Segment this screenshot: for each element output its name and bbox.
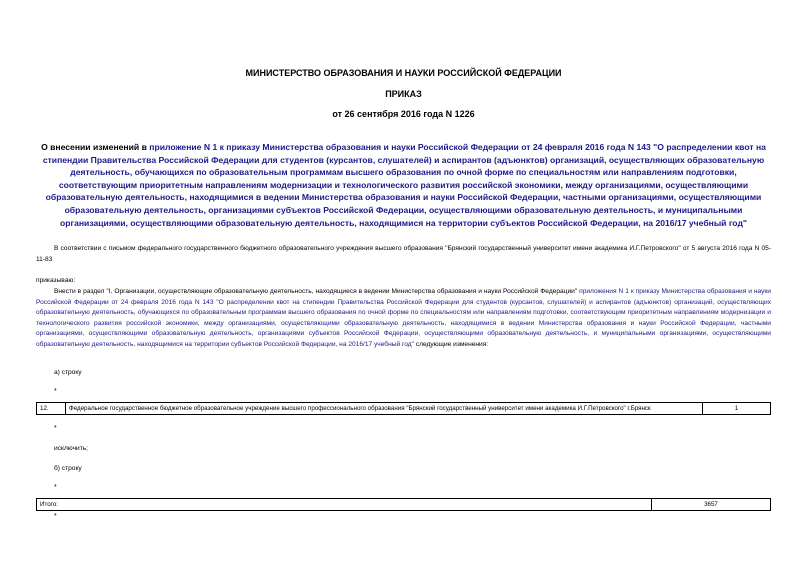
body-paragraph [36,287,771,350]
intro-paragraph: В соответствии с письмом федерального государственного бюджетного образовательного учреждения высшего образования "Брянский государственный университет имени академика И.Г.Петровского" от 5 августа 2016 года N 05-11-83 [36,245,771,263]
item-a: а) строку [54,369,82,376]
table-row-total [36,498,771,511]
title-link[interactable]: приложение N 1 к приказу Министерства образования и науки Российской Федерации от 24 февраля 2016 года N 143 "О распределении квот на стипендии Правительства Российской Федерации для студентов (курсантов, слушателей) и аспирантов (адъюнктов) организаций, осуществляющих образовательную деятельность, обучающихся по образовательным программам высшего образования по очной форме по специальностям или направлениям подготовки, соответствующим приоритетным направлениям модернизации и технологического развития российской экономики, между организациями, осуществляющими образовательную деятельность, находящимися в ведении Министерства образования и науки Российской Федерации, частными организациями, осуществляющими образовательную деятельность, организациями субъектов Российской Федерации, осуществляющими образовательную деятельность, и муниципальными организациями, осуществляющими образовательную деятельность, находящимися на территории субъектов Российской Федерации, на 2016/17 учебный год" [42,142,766,228]
row-organization: Федеральное государственное бюджетное образовательное учреждение высшего профессионального образования "Брянский государственный университет имени академика И.Г.Петровского" г.Брянск [66,403,703,415]
body-link[interactable]: приложения N 1 к приказу Министерства образования и науки Российской Федерации от 24 февраля 2016 года N 143 "О распределении квот на стипендии Правительства Российской Федерации для студентов (курсантов, слушателей) и аспирантов (адъюнктов) организаций, осуществляющих образовательную деятельность, обучающихся по образовательным программам высшего образования по очной форме по специальностям или направлениям подготовки, соответствующим приоритетным направлениям модернизации и технологического развития российской экономики, между организациями, осуществляющими образовательную деятельность, находящимися в ведении Министерства образования и науки Российской Федерации, частными организациями, осуществляющими образовательную деятельность, организациями субъектов Российской Федерации, осуществляющими образовательную деятельность, и муниципальными организациями, осуществляющими образовательную деятельность, находящимися на территории субъектов Российской Федерации, на 2016/17 учебный год" [36,288,771,348]
footnote-star: * [54,425,57,432]
ministry-heading: МИНИСТЕРСТВО ОБРАЗОВАНИЯ И НАУКИ РОССИЙСКОЙ ФЕДЕРАЦИИ [245,68,562,78]
row-number: 12. [37,403,66,415]
table-row [37,499,771,511]
table-row [37,403,771,415]
doc-type-heading: ПРИКАЗ [385,89,422,99]
total-value: 3657 [652,499,771,511]
document-title [36,141,771,229]
table-row-12 [36,402,771,415]
body-prefix: Внести в раздел "I. Организации, осуществляющие образовательную деятельность, находящиеся в ведении Министерства образования и науки Российской Федерации" [54,288,580,295]
row-quota: 1 [703,403,771,415]
doc-date: от 26 сентября 2016 года N 1226 [332,109,475,119]
title-prefix: О внесении изменений в [41,142,150,152]
body-suffix: следующие изменения: [413,340,489,348]
footnote-star: * [54,513,57,520]
item-b: б) строку [54,465,82,472]
footnote-star: * [54,484,57,491]
exclude-text: исключить; [54,445,88,452]
order-word: приказываю: [36,277,76,284]
total-label: Итого: [37,499,652,511]
footnote-star: * [54,388,57,395]
